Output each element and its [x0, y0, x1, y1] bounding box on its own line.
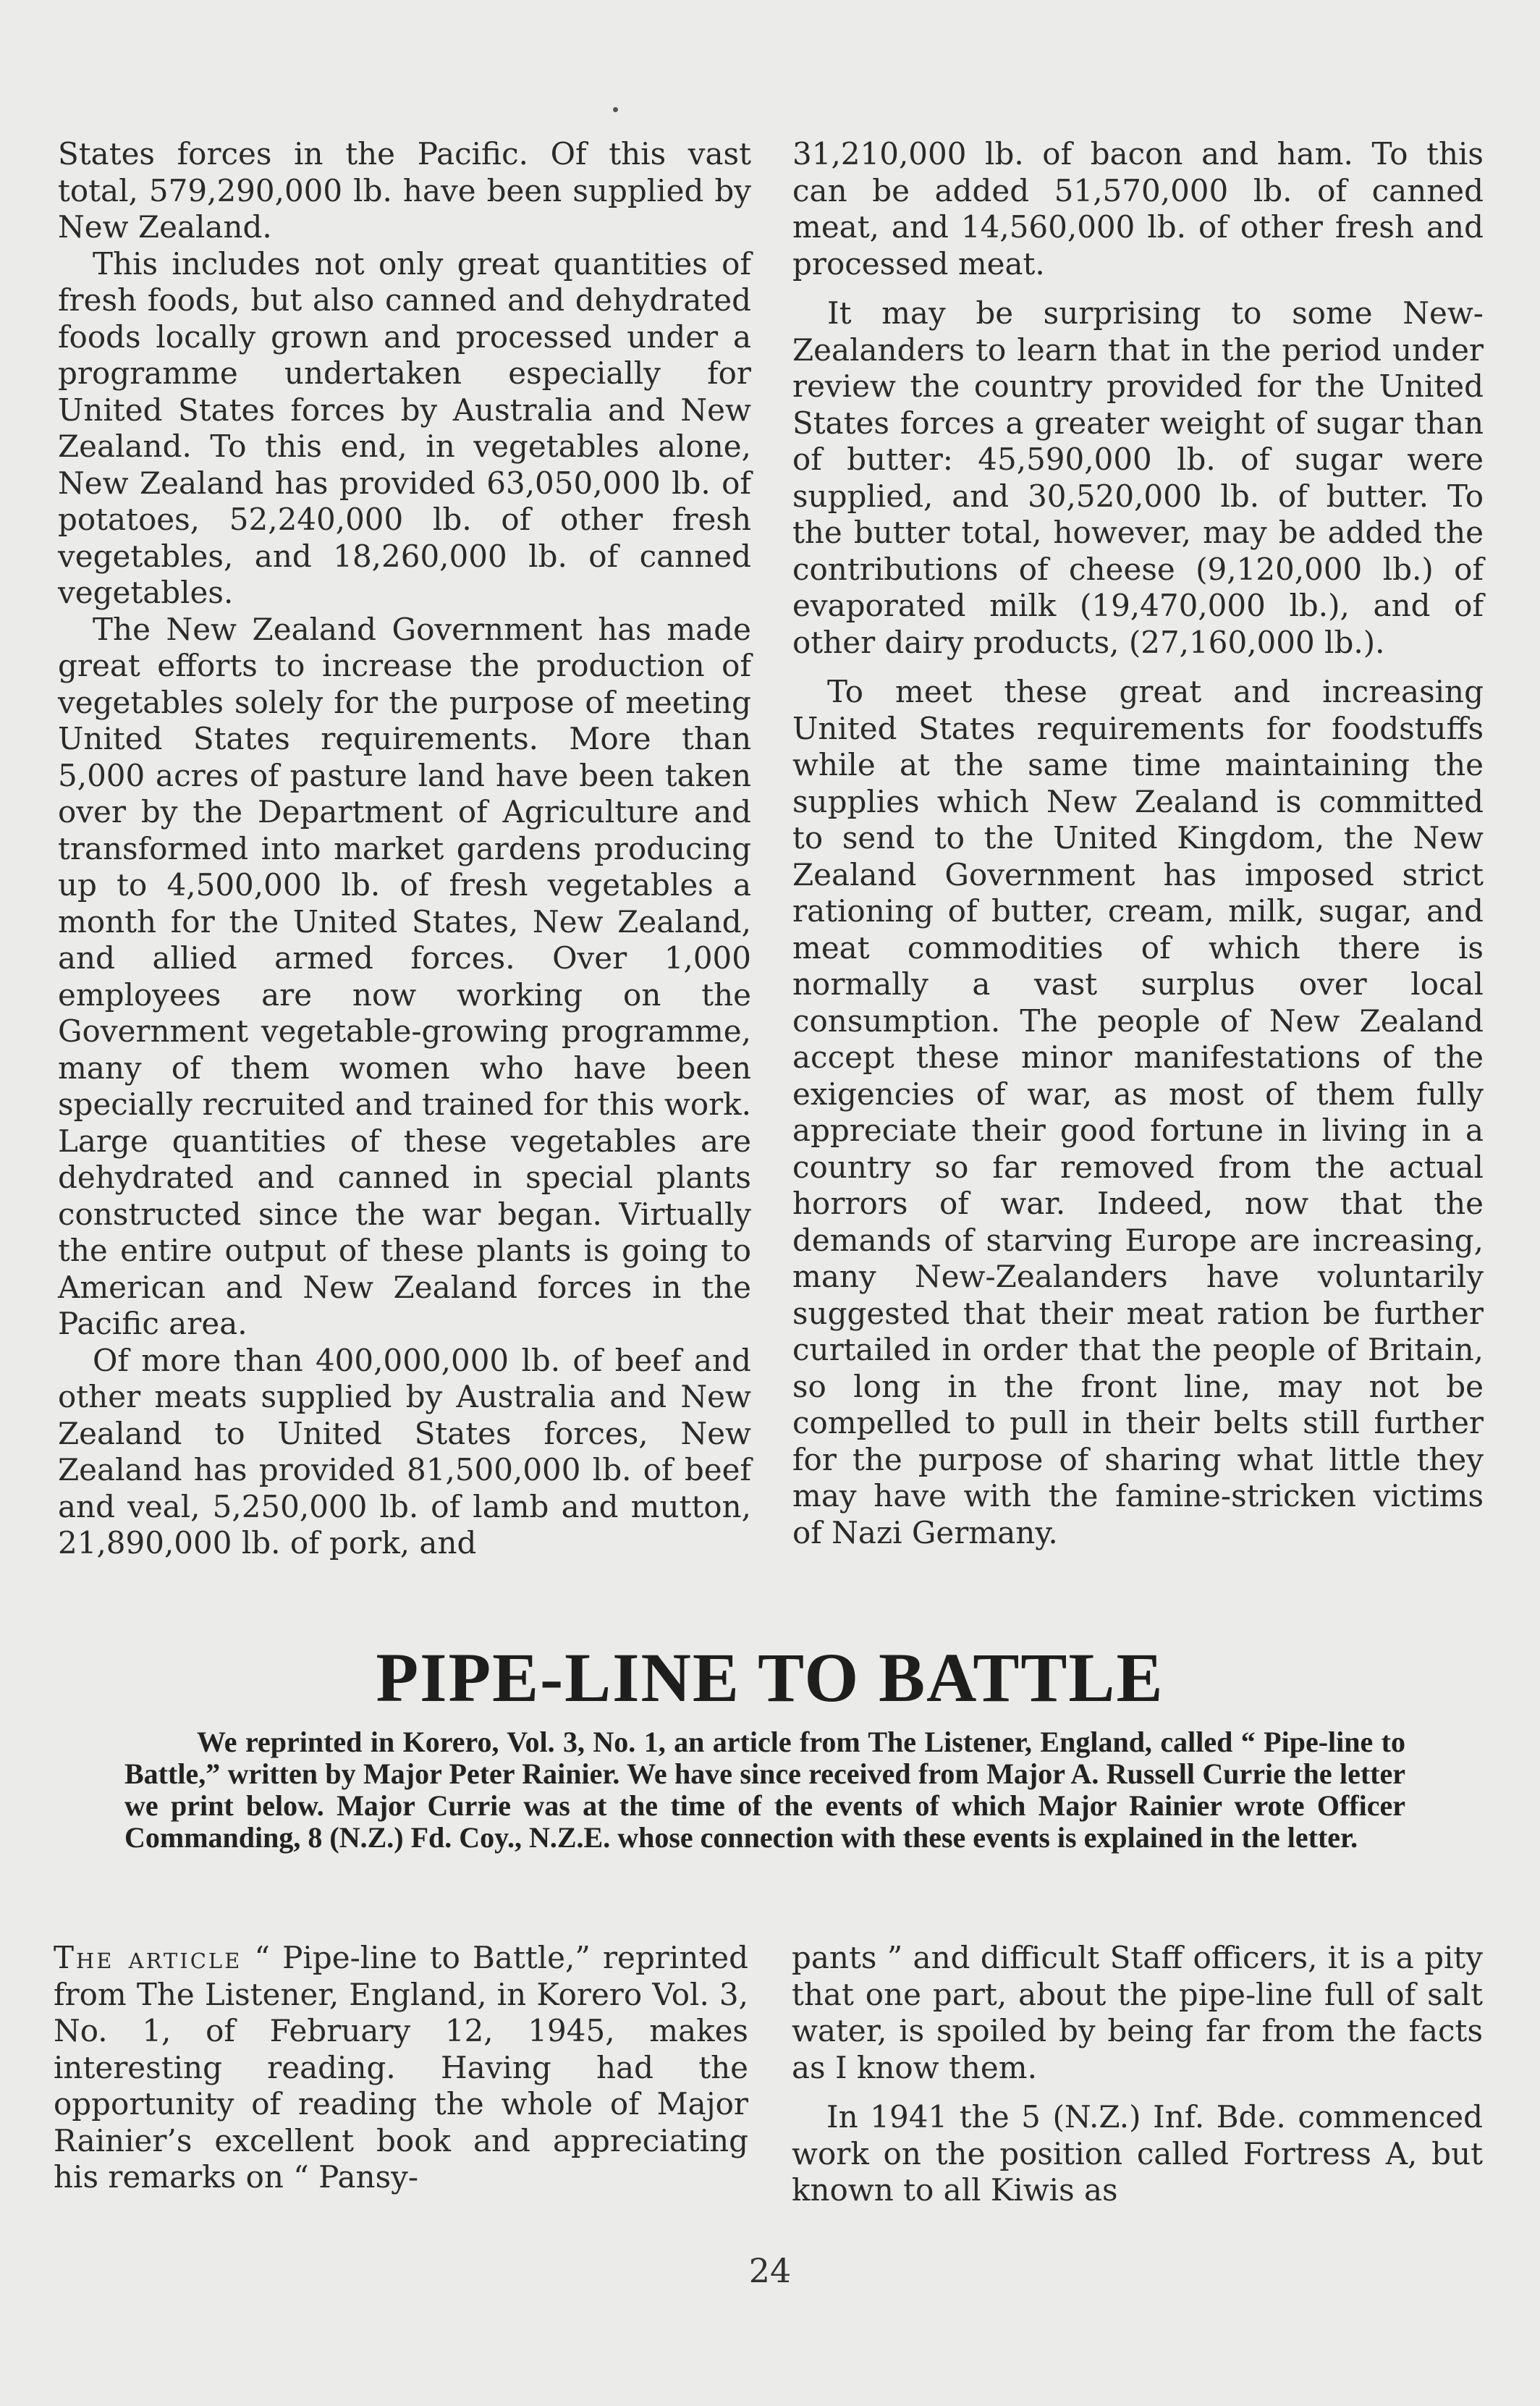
top-right-column [792, 136, 1484, 1551]
bottom-left-column [54, 1940, 748, 2196]
paragraph: 31,210,000 lb. of bacon and ham. To this can be added 51,570,000 lb. of canned meat, and 14,560,000 lb. of other fresh and processed meat. [792, 136, 1484, 282]
article-intro [124, 1726, 1405, 1854]
paragraph: To meet these great and increasing United States requirements for foodstuffs while at the same time maintaining the supplies which New Zealand is committed to send to the United Kingdom, the New Zealand Government has imposed strict rationing of butter, cream, milk, sugar, and meat commodities of which there is normally a vast surplus over local consumption. The people of New Zealand accept these minor manifestations of the exigencies of war, as most of them fully appreciate their good fortune in living in a country so far removed from the actual horrors of war. Indeed, now that the demands of starving Europe are increasing, many New-Zealanders have voluntarily suggested that their meat ration be further curtailed in order that the people of Britain, so long in the front line, may not be compelled to pull in their belts still further for the purpose of sharing what little they may have with the famine-stricken victims of Nazi Germany. [792, 674, 1484, 1550]
article-title: PIPE-LINE TO BATTLE [376, 1639, 1164, 1716]
paragraph: pants ” and difficult Staff officers, it is a pity that one part, about the pipe-line full of salt water, is spoiled by being far from the facts as I know them. [792, 1940, 1483, 2085]
paragraph-text: “ Pipe-line to Battle,” reprinted from The Listener, England, in Korero Vol. 3, No. 1, of February 12, 1945, makes interesting reading. Having had the opportunity of reading the whole of Major Rainier’s excellent book and appreciating his remarks on “ Pansy- [54, 1940, 748, 2195]
printer-mark [613, 107, 618, 112]
paragraph: The New Zealand Government has made great efforts to increase the production of vegetables solely for the purpose of meeting United States requirements. More than 5,000 acres of pasture land have been taken over by the Department of Agriculture and transformed into market gardens producing up to 4,500,000 lb. of fresh vegetables a month for the United States, New Zealand, and allied armed forces. Over 1,000 employees are now working on the Government vegetable-growing programme, many of them women who have been specially recruited and trained for this work. Large quantities of these vegetables are dehydrated and canned in special plants constructed since the war began. Virtually the entire output of these plants is going to American and New Zealand forces in the Pacific area. [58, 611, 751, 1341]
bottom-right-column [792, 1940, 1483, 2209]
paragraph: In 1941 the 5 (N.Z.) Inf. Bde. commenced work on the position called Fortress A, but known to all Kiwis as [792, 2099, 1483, 2208]
paragraph: Of more than 400,000,000 lb. of beef and other meats supplied by Australia and New Zealand to United States forces, New Zealand has provided 81,500,000 lb. of beef and veal, 5,250,000 lb. of lamb and mutton, 21,890,000 lb. of pork, and [58, 1342, 751, 1561]
paragraph: This includes not only great quantities of fresh foods, but also canned and dehydrated foods locally grown and processed under a programme undertaken especially for United States forces by Australia and New Zealand. To this end, in vegetables alone, New Zealand has provided 63,050,000 lb. of potatoes, 52,240,000 lb. of other fresh vegetables, and 18,260,000 lb. of canned vegetables. [58, 245, 751, 610]
lead-in: The article [54, 1940, 242, 1975]
paragraph: States forces in the Pacific. Of this vast total, 579,290,000 lb. have been supplied by New Zealand. [58, 136, 751, 245]
paragraph [54, 1940, 748, 2196]
page-number: 24 [748, 2251, 792, 2290]
top-left-column [58, 136, 751, 1562]
intro-paragraph: We reprinted in Korero, Vol. 3, No. 1, an article from The Listener, England, called “ Pipe-line to Battle,” written by Major Peter Rainier. We have since received from Major A. Russell Currie the letter we print below. Major Currie was at the time of the events of which Major Rainier wrote Officer Commanding, 8 (N.Z.) Fd. Coy., N.Z.E. whose connection with these events is explained in the letter. [124, 1726, 1405, 1854]
paragraph: It may be surprising to some New-Zealanders to learn that in the period under review the country provided for the United States forces a greater weight of sugar than of butter: 45,590,000 lb. of sugar were supplied, and 30,520,000 lb. of butter. To the butter total, however, may be added the contributions of cheese (9,120,000 lb.) of evaporated milk (19,470,000 lb.), and of other dairy products, (27,160,000 lb.). [792, 295, 1484, 660]
